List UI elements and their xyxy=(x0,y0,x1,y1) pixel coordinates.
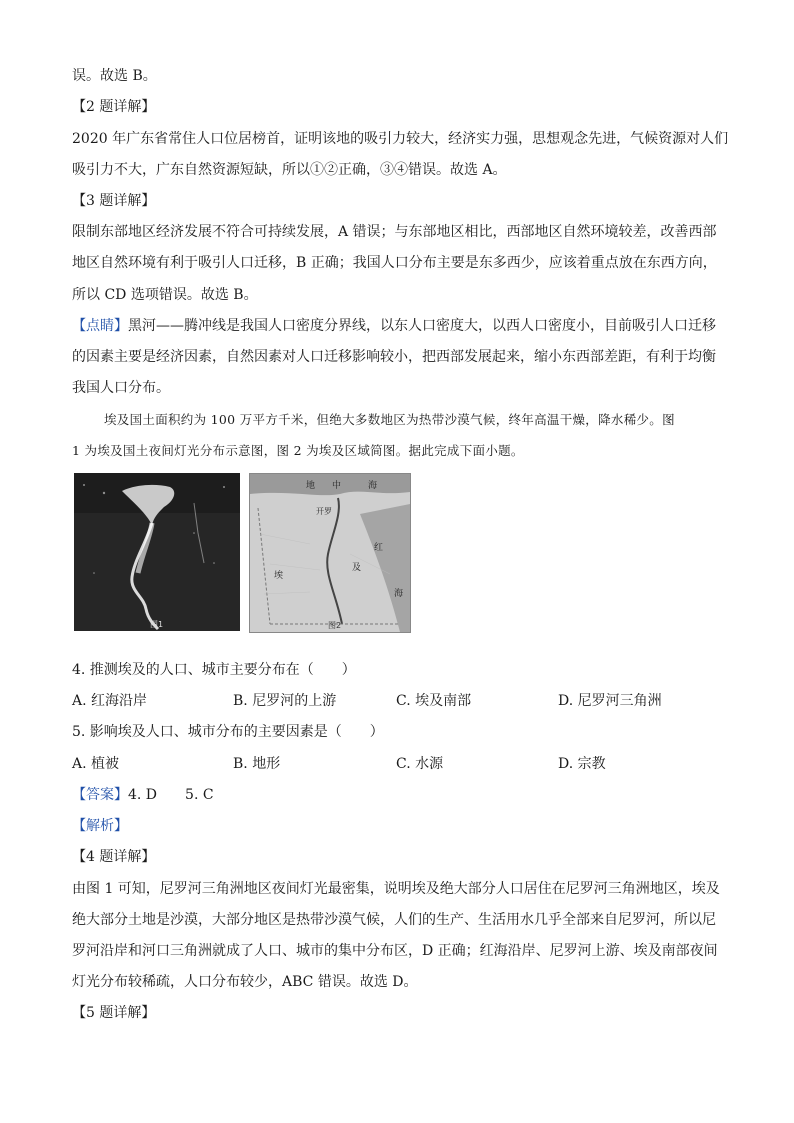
figure-1-night-lights xyxy=(74,473,240,631)
map-label: 海 xyxy=(368,481,378,491)
answer-tag: 【答案】 xyxy=(72,787,128,803)
intro-line: 1 为埃及国土夜间灯光分布示意图，图 2 为埃及区域简图。据此完成下面小题。 xyxy=(72,443,524,458)
text-line: 限制东部地区经济发展不符合可持续发展，A 错误；与东部地区相比，西部地区自然环境较差，改善西部 xyxy=(72,224,717,240)
answer-value: 4. D 5. C xyxy=(128,787,214,803)
figure-2-caption: 图2 xyxy=(328,621,342,630)
text-line: 灯光分布较稀疏，人口分布较少，ABC 错误。故选 D。 xyxy=(72,974,418,990)
q4-option-d: D. 尼罗河三角洲 xyxy=(558,693,662,709)
dianjing-text: 黑河——腾冲线是我国人口密度分界线，以东人口密度大，以西人口密度小，目前吸引人口迁移 xyxy=(128,318,716,334)
text-line: 地区自然环境有利于吸引人口迁移，B 正确；我国人口分布主要是东多西少，应该着重点放在东西方向， xyxy=(72,255,717,271)
question-4: 4. 推测埃及的人口、城市主要分布在（ ） xyxy=(72,662,356,678)
section-heading-q5: 【5 题详解】 xyxy=(72,1005,156,1021)
section-heading-q2: 【2 题详解】 xyxy=(72,99,156,115)
map-label: 海 xyxy=(394,589,404,599)
text-line: 吸引力不大，广东自然资源短缺，所以①②正确，③④错误。故选 A。 xyxy=(72,162,507,178)
q4-option-a: A. 红海沿岸 xyxy=(72,693,148,709)
text-line: 2020 年广东省常住人口位居榜首，证明该地的吸引力较大，经济实力强，思想观念先进，气候资源对人们 xyxy=(72,131,729,147)
night-lights-image xyxy=(74,473,240,631)
q4-option-b: B. 尼罗河的上游 xyxy=(233,693,337,709)
text-line: 所以 CD 选项错误。故选 B。 xyxy=(72,287,258,303)
section-heading-q4: 【4 题详解】 xyxy=(72,849,156,865)
section-heading-q3: 【3 题详解】 xyxy=(72,193,156,209)
answer-line xyxy=(72,785,732,805)
text-line: 误。故选 B。 xyxy=(72,68,157,84)
map-label: 及 xyxy=(352,563,362,573)
q4-option-c: C. 埃及南部 xyxy=(396,693,472,709)
dianjing-paragraph xyxy=(72,316,732,336)
q5-option-a: A. 植被 xyxy=(72,756,120,772)
map-label: 中 xyxy=(332,481,342,491)
map-label: 红 xyxy=(374,543,384,553)
text-line: 由图 1 可知，尼罗河三角洲地区夜间灯光最密集，说明埃及绝大部分人口居住在尼罗河三角洲地区，埃及 xyxy=(72,881,720,897)
analysis-heading: 【解析】 xyxy=(72,818,128,834)
q5-option-b: B. 地形 xyxy=(233,756,281,772)
dianjing-tag: 【点睛】 xyxy=(72,318,128,334)
q5-option-c: C. 水源 xyxy=(396,756,444,772)
map-label: 埃 xyxy=(274,571,284,581)
text-line: 我国人口分布。 xyxy=(72,380,170,396)
map-label: 地 xyxy=(306,481,316,491)
region-map-image xyxy=(250,474,410,632)
question-5: 5. 影响埃及人口、城市分布的主要因素是（ ） xyxy=(72,724,384,740)
map-label-cairo: 开罗 xyxy=(316,507,332,516)
intro-line: 埃及国土面积约为 100 万平方千米，但绝大多数地区为热带沙漠气候，终年高温干燥，降水稀少。图 xyxy=(104,412,675,427)
q5-option-d: D. 宗教 xyxy=(558,756,606,772)
figure-1-caption: 图1 xyxy=(150,620,164,629)
text-line: 绝大部分土地是沙漠，大部分地区是热带沙漠气候，人们的生产、生活用水几乎全部来自尼罗河，所以尼 xyxy=(72,912,716,928)
figure-2-region-map xyxy=(249,473,411,633)
text-line: 的因素主要是经济因素，自然因素对人口迁移影响较小，把西部发展起来，缩小东西部差距，有利于均衡 xyxy=(72,349,716,365)
text-line: 罗河沿岸和河口三角洲就成了人口、城市的集中分布区，D 正确；红海沿岸、尼罗河上游、埃及南部夜间 xyxy=(72,943,718,959)
